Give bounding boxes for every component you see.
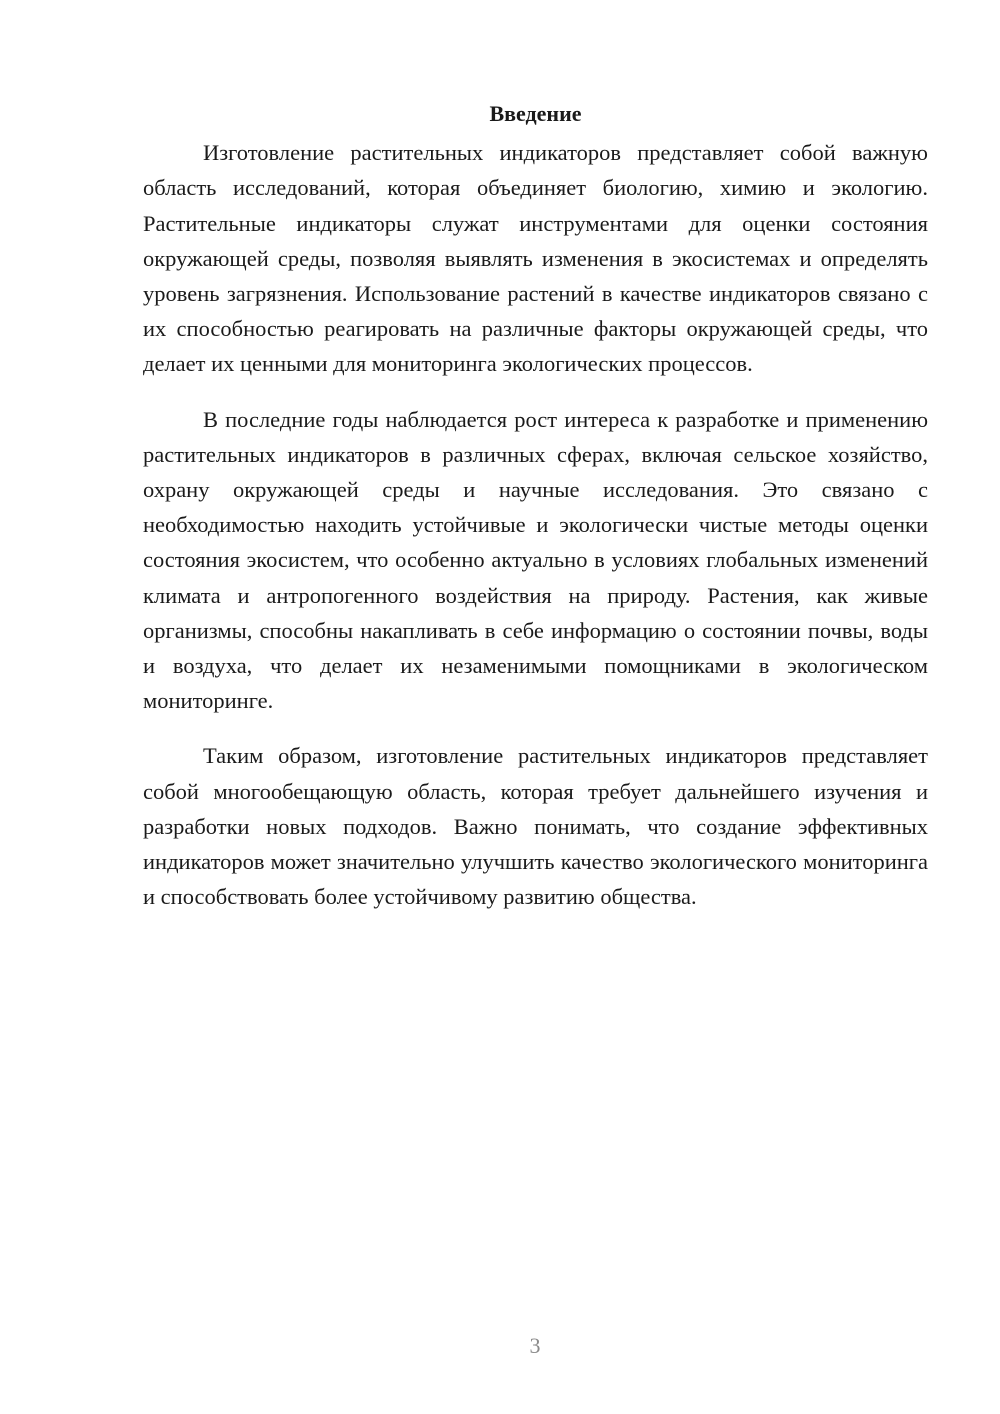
page-number: 3 [529, 1333, 541, 1358]
paragraph-1: Изготовление растительных индикаторов представляет собой важную область исследований, которая объединяет биологию, химию и экологию. Растительные индикаторы служат инструментами для оценки состояния окружающей среды, позволяя выявлять изменения в экосистемах и определять уровень загрязнения. Использование растений в качестве индикаторов связано с их способностью реагировать на различные факторы окружающей среды, что делает их ценными для мониторинга экологических процессов. [143, 140, 928, 377]
paragraph-3: Таким образом, изготовление растительных индикаторов представляет собой многообещающую область, которая требует дальнейшего изучения и разработки новых подходов. Важно понимать, что создание эффективных индикаторов может значительно улучшить качество экологического мониторинга и способствовать более устойчивому развитию общества. [143, 743, 928, 910]
paragraph-2: В последние годы наблюдается рост интереса к разработке и применению растительных индикаторов в различных сферах, включая сельское хозяйство, охрану окружающей среды и научные исследования. Это связано с необходимостью находить устойчивые и экологически чистые методы оценки состояния экосистем, что особенно актуально в условиях глобальных изменений климата и антропогенного воздействия на природу. Растения, как живые организмы, способны накапливать в себе информацию о состоянии почвы, воды и воздуха, что делает их незаменимыми помощниками в экологическом мониторинге. [143, 406, 928, 714]
section-title: Введение [489, 101, 582, 126]
document-body [143, 96, 928, 914]
